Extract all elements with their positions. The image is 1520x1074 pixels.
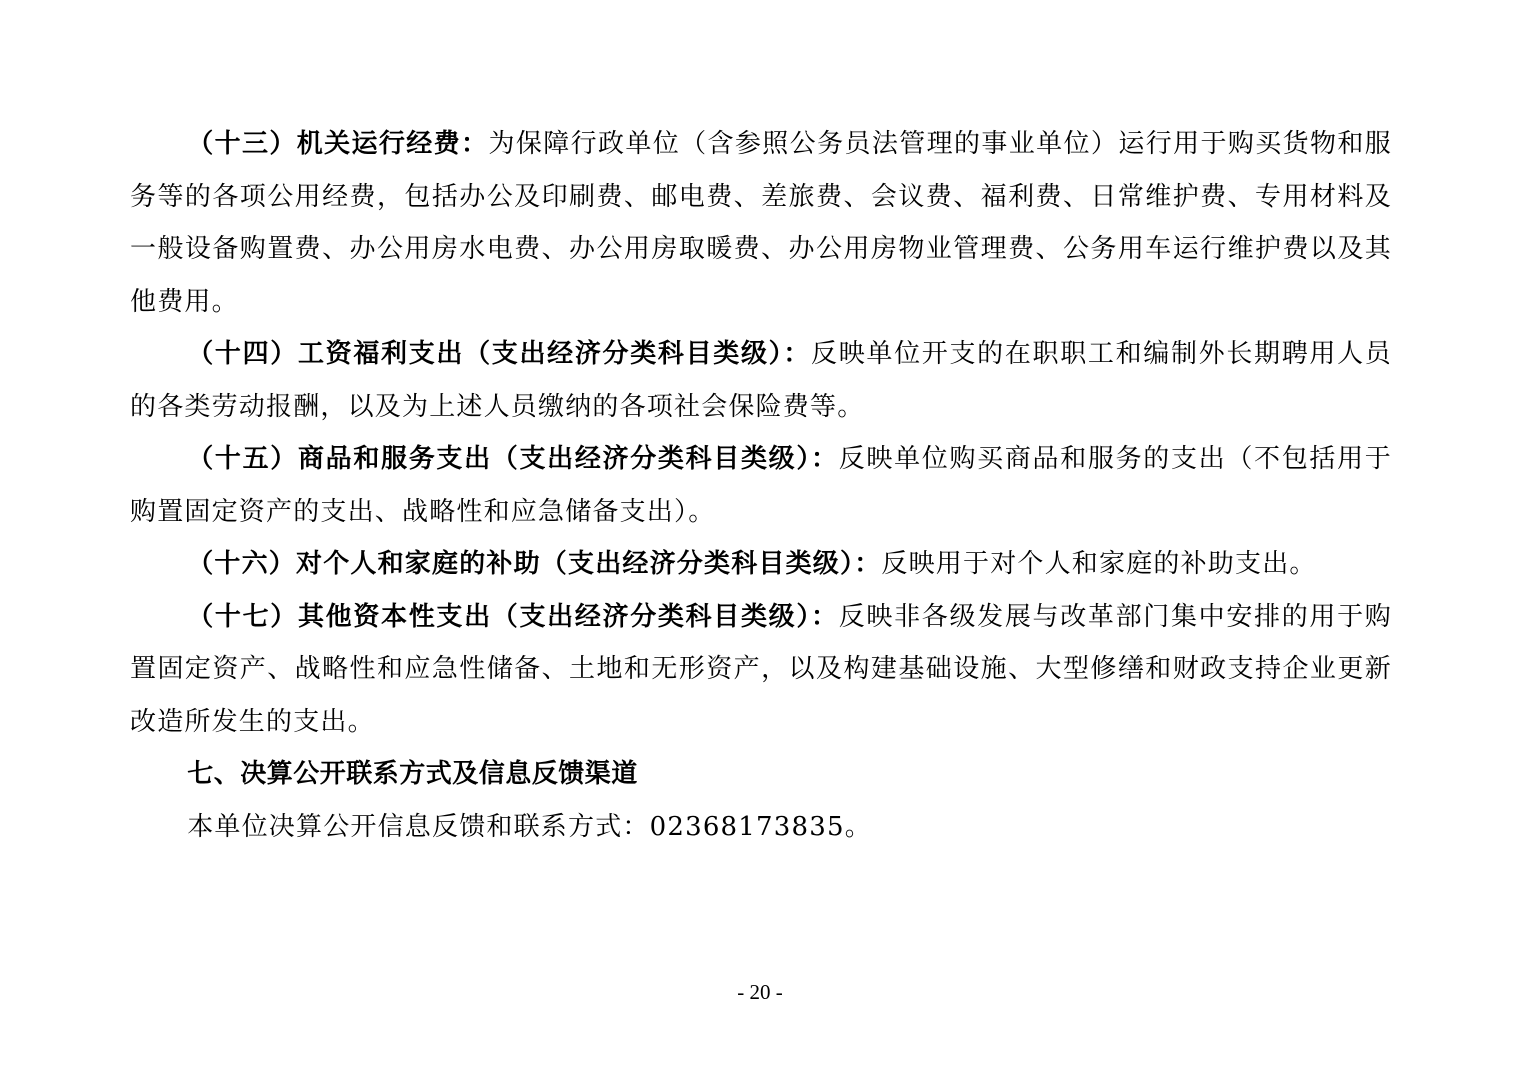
page-number: - 20 - — [737, 980, 783, 1004]
definition-text: 为保障行政单位（含参照公务员法管理的事业单位）运行用于购买货物和服务等的各项公用经费，包括办公及印刷费、邮电费、差旅费、会议费、福利费、日常维护费、专用材料及一般设备购置费、办公用房水电费、办公用房取暖费、办公用房物业管理费、公务用车运行维护费以及其他费用。 — [130, 129, 1392, 317]
definition-term: （十三）机关运行经费： — [187, 129, 489, 159]
definition-text: 反映单位开支的在职职工和编制外长期聘用人员的各类劳动报酬，以及为上述人员缴纳的各项社会保险费等。 — [130, 339, 1392, 422]
definition-paragraph-16 — [130, 538, 1392, 591]
definition-paragraph-13 — [130, 118, 1392, 328]
definition-paragraph-14 — [130, 328, 1392, 433]
definition-paragraph-15 — [130, 433, 1392, 538]
definition-term: （十五）商品和服务支出（支出经济分类科目类级）： — [187, 444, 839, 474]
definition-term: （十四）工资福利支出（支出经济分类科目类级）： — [187, 339, 812, 369]
definition-paragraph-17 — [130, 591, 1392, 749]
definition-text: 反映单位购买商品和服务的支出（不包括用于购置固定资产的支出、战略性和应急储备支出）。 — [130, 444, 1392, 527]
definition-term: （十六）对个人和家庭的补助（支出经济分类科目类级）： — [187, 549, 882, 579]
definition-text: 反映非各级发展与改革部门集中安排的用于购置固定资产、战略性和应急性储备、土地和无形资产，以及构建基础设施、大型修缮和财政支持企业更新改造所发生的支出。 — [130, 601, 1392, 737]
definition-term: （十七）其他资本性支出（支出经济分类科目类级）： — [187, 601, 839, 632]
section-heading: 七、决算公开联系方式及信息反馈渠道 — [187, 759, 638, 789]
definition-text: 反映用于对个人和家庭的补助支出。 — [881, 549, 1317, 579]
contact-info: 本单位决算公开信息反馈和联系方式：02368173835。 — [187, 811, 872, 842]
page-content — [130, 118, 1392, 853]
